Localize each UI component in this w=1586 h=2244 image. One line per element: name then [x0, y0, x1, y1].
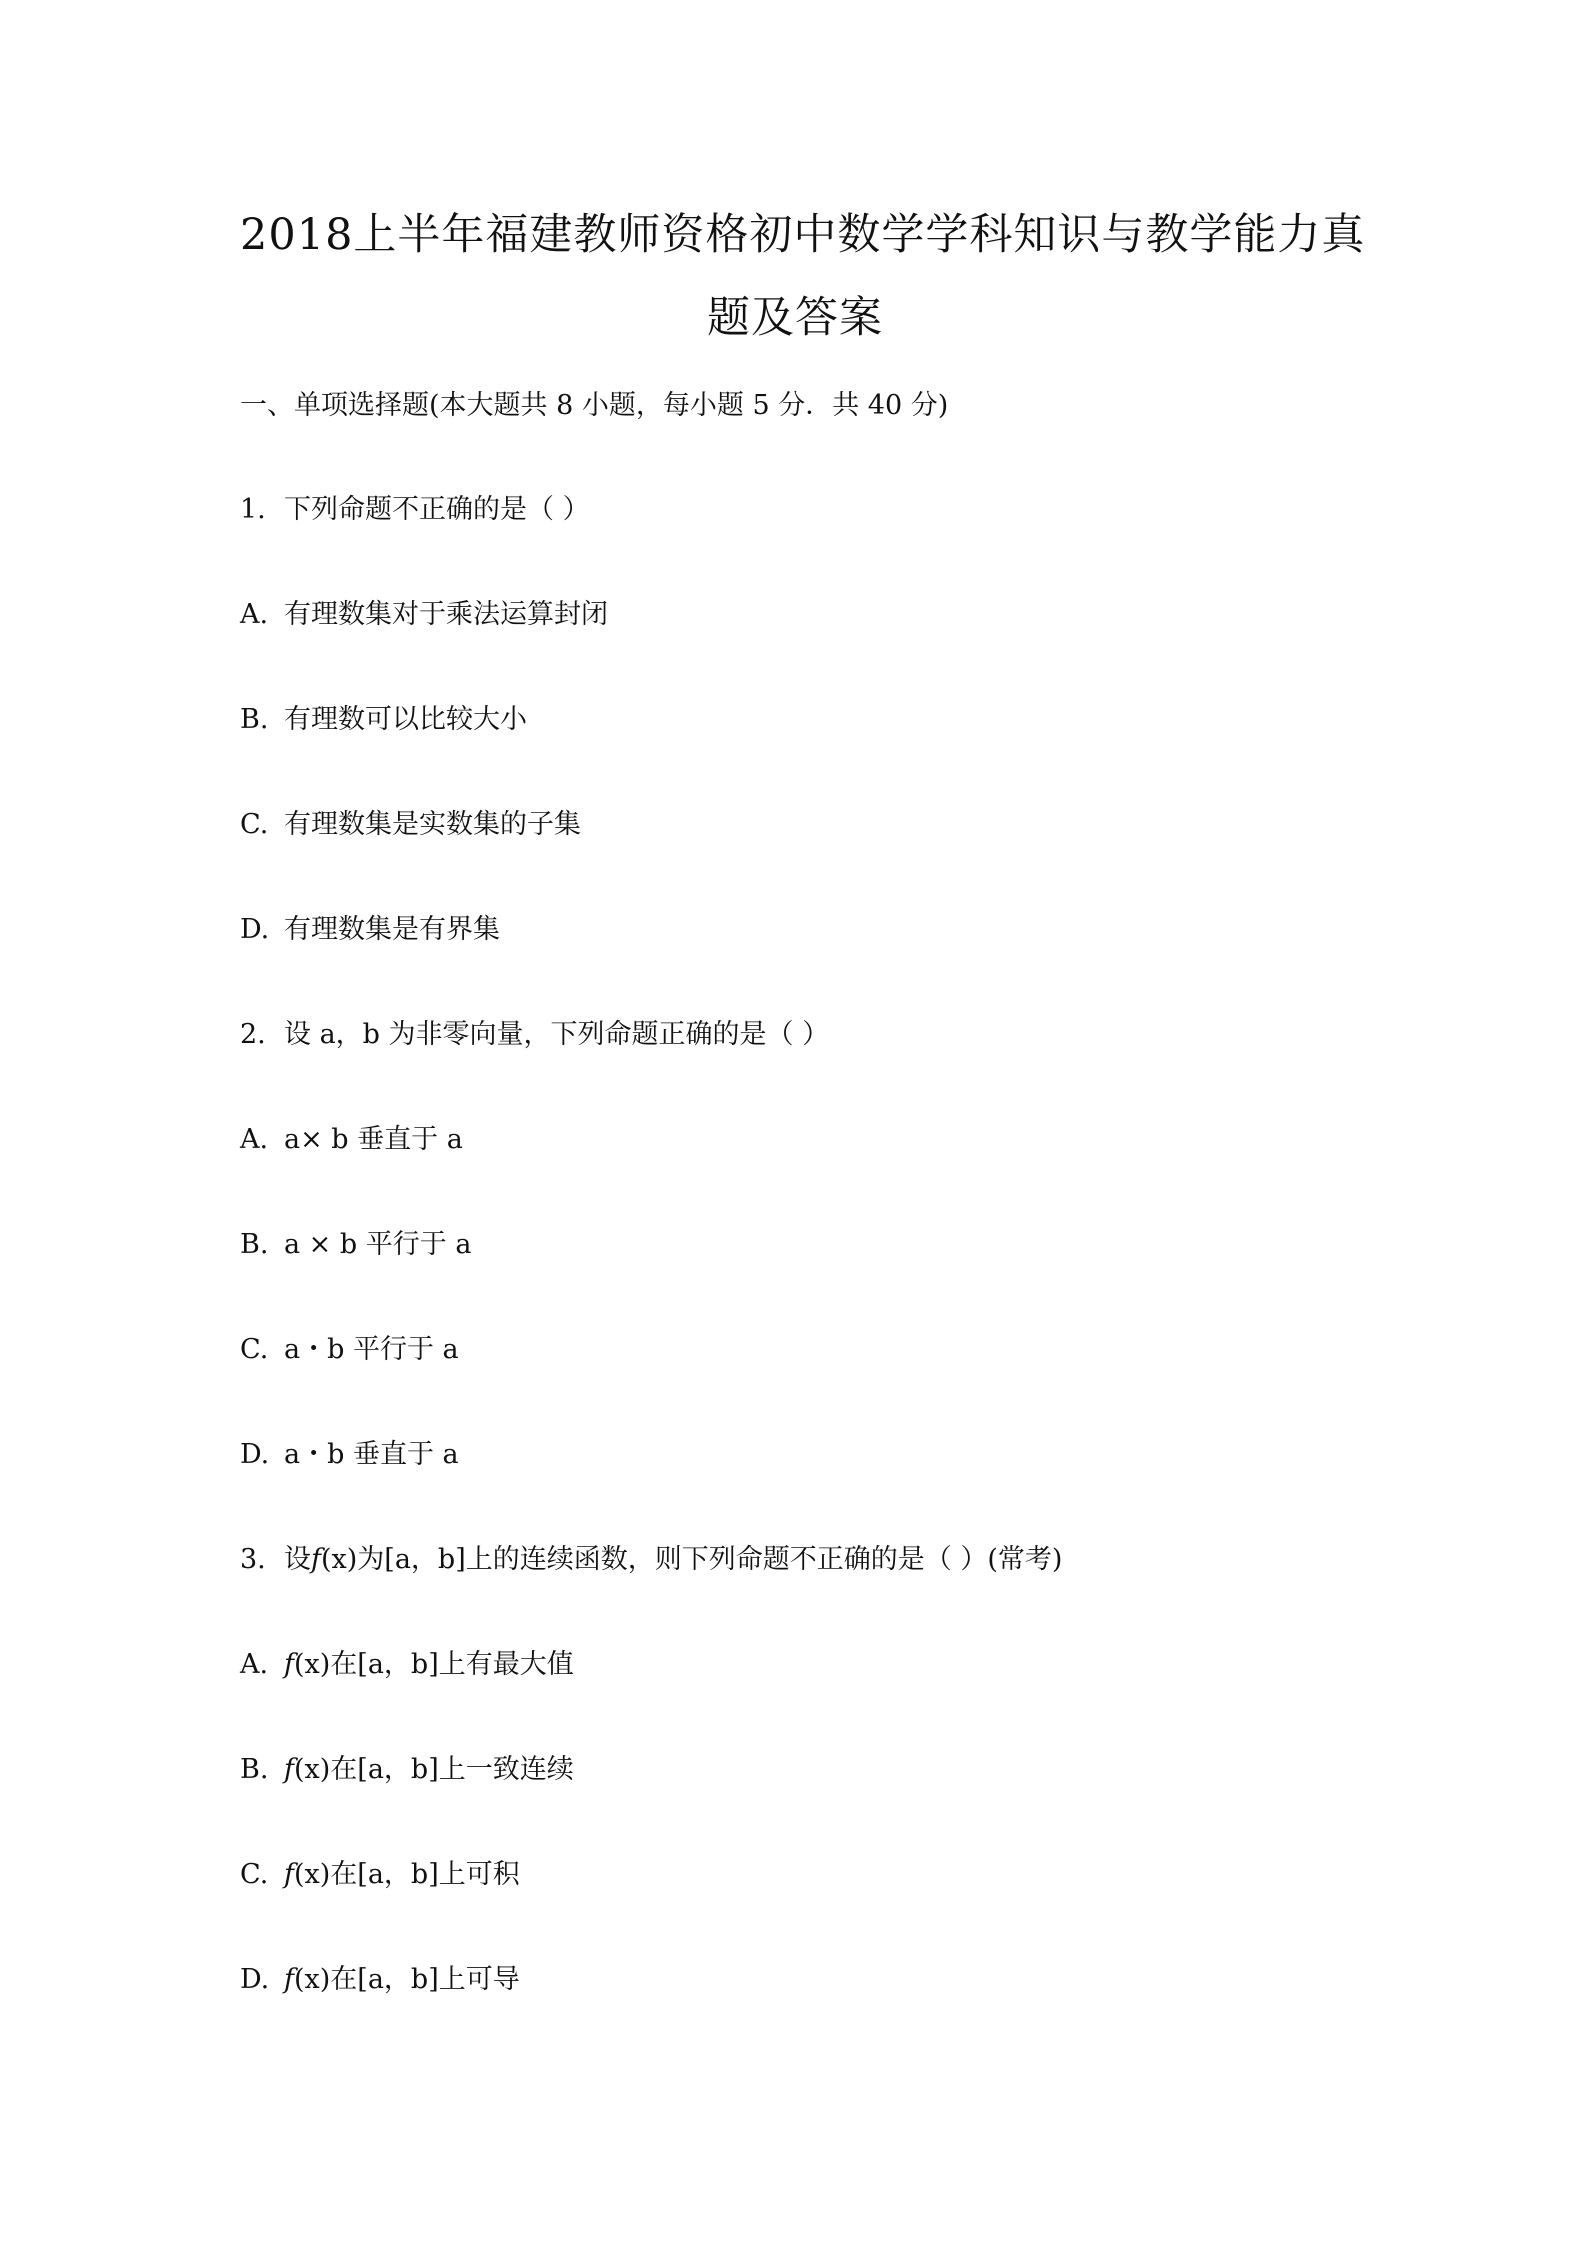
- option-text: (x)在[a，b]上一致连续: [294, 1754, 574, 1785]
- question-2-stem: [240, 1015, 829, 1055]
- section-heading: 一、单项选择题(本大题共 8 小题，每小题 5 分．共 40 分): [240, 390, 949, 421]
- question-1-option-d: [240, 910, 500, 950]
- option-text: 有理数集是有界集: [284, 914, 500, 945]
- question-1-number: 1.: [240, 494, 266, 525]
- question-3-number: 3.: [240, 1544, 266, 1575]
- question-3-option-c: [240, 1855, 520, 1895]
- question-2-option-c: [240, 1330, 459, 1370]
- question-3-text: (x)为[a，b]上的连续函数，则下列命题不正确的是（ ）(常考): [321, 1544, 1063, 1575]
- function-symbol: f: [311, 1544, 321, 1575]
- option-label: B.: [240, 1754, 269, 1785]
- option-text: 有理数集对于乘法运算封闭: [284, 599, 608, 630]
- question-3-prefix: 设: [284, 1544, 311, 1575]
- function-symbol: f: [284, 1649, 294, 1680]
- option-label: C.: [240, 1859, 269, 1890]
- option-label: D.: [240, 1439, 270, 1470]
- question-3-option-d: [240, 1960, 520, 2000]
- option-label: B.: [240, 1229, 269, 1260]
- option-text: a × b 平行于 a: [284, 1229, 472, 1260]
- question-1-option-b: [240, 700, 527, 740]
- option-label: C.: [240, 1334, 269, 1365]
- option-text: (x)在[a，b]上可导: [294, 1964, 520, 1995]
- question-1-stem: [240, 490, 590, 530]
- option-label: D.: [240, 914, 270, 945]
- question-2-option-b: [240, 1225, 471, 1265]
- function-symbol: f: [284, 1964, 294, 1995]
- function-symbol: f: [284, 1859, 294, 1890]
- option-text: (x)在[a，b]上有最大值: [294, 1649, 574, 1680]
- question-1-text: 下列命题不正确的是（ ）: [284, 494, 590, 525]
- option-text: a・b 平行于 a: [284, 1334, 459, 1365]
- option-text: 有理数集是实数集的子集: [284, 809, 581, 840]
- option-label: B.: [240, 704, 269, 735]
- option-label: D.: [240, 1964, 270, 1995]
- option-label: A.: [240, 1124, 269, 1155]
- document-title-line-2: 题及答案: [707, 293, 883, 343]
- question-2-option-d: [240, 1435, 459, 1475]
- option-text: 有理数可以比较大小: [284, 704, 527, 735]
- option-text: a× b 垂直于 a: [284, 1124, 463, 1155]
- document-title-line-1: 2018上半年福建教师资格初中数学学科知识与教学能力真: [240, 210, 1366, 260]
- question-3-option-b: [240, 1750, 574, 1790]
- option-text: a・b 垂直于 a: [284, 1439, 459, 1470]
- question-2-option-a: [240, 1120, 463, 1160]
- function-symbol: f: [284, 1754, 294, 1785]
- option-label: C.: [240, 809, 269, 840]
- question-1-option-c: [240, 805, 581, 845]
- option-label: A.: [240, 599, 269, 630]
- option-label: A.: [240, 1649, 269, 1680]
- option-text: (x)在[a，b]上可积: [294, 1859, 520, 1890]
- question-1-option-a: [240, 595, 608, 635]
- question-2-text: 设 a，b 为非零向量，下列命题正确的是（ ）: [284, 1019, 830, 1050]
- question-3-stem: [240, 1540, 1062, 1580]
- question-2-number: 2.: [240, 1019, 266, 1050]
- question-3-option-a: [240, 1645, 574, 1685]
